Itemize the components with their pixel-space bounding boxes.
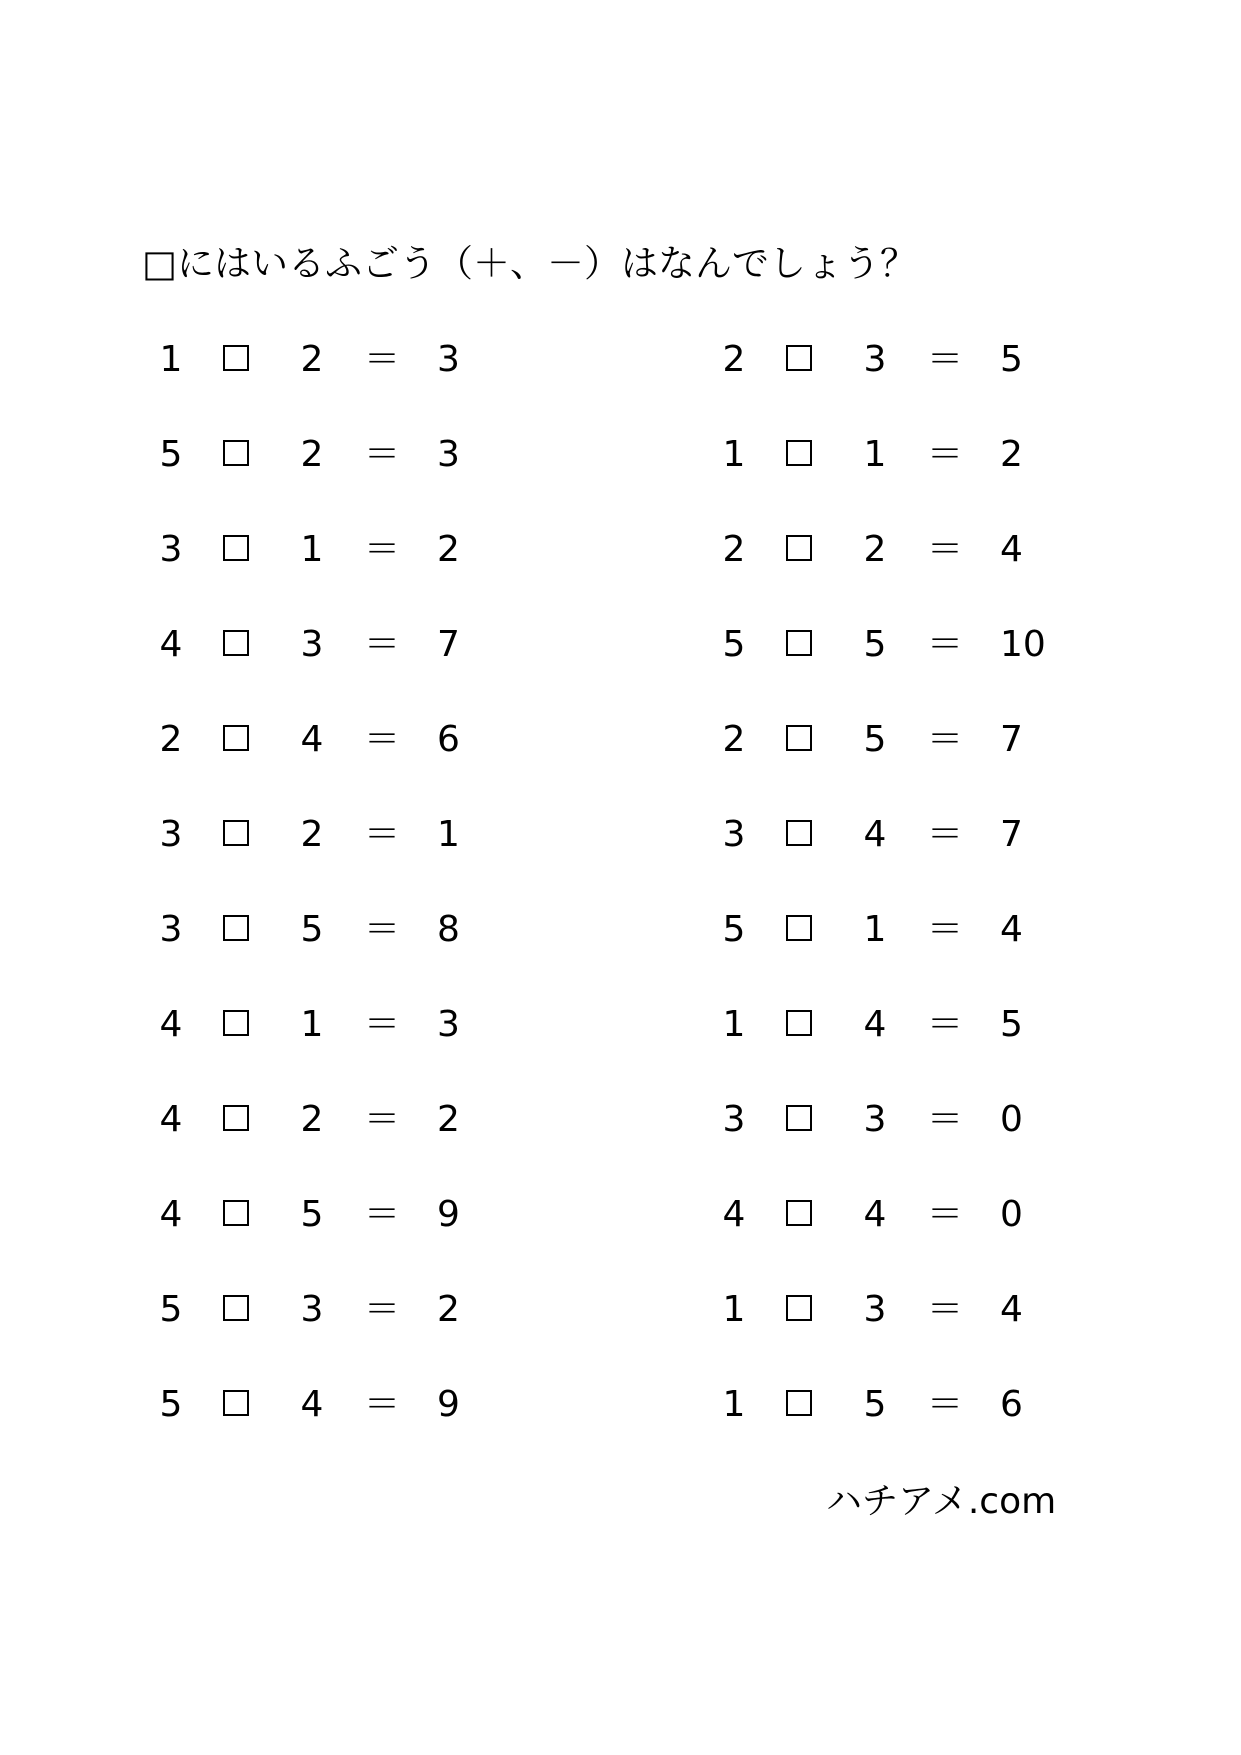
operator-answer-box[interactable] bbox=[223, 1010, 249, 1036]
equals-sign: ＝ bbox=[363, 1384, 400, 1425]
result-value: 6 bbox=[1000, 1384, 1023, 1425]
problem-row bbox=[705, 502, 1065, 597]
equals-sign: ＝ bbox=[363, 1099, 400, 1140]
result-value: 6 bbox=[437, 719, 460, 760]
first-operand: 2 bbox=[722, 339, 746, 380]
first-operand: 5 bbox=[159, 1384, 183, 1425]
result-value: 3 bbox=[437, 339, 460, 380]
result-value: 0 bbox=[1000, 1194, 1023, 1235]
operator-answer-box[interactable] bbox=[786, 820, 812, 846]
operator-answer-box[interactable] bbox=[223, 345, 249, 371]
second-operand: 4 bbox=[863, 1194, 887, 1235]
result-value: 1 bbox=[437, 814, 460, 855]
equals-sign: ＝ bbox=[926, 1384, 963, 1425]
equals-sign: ＝ bbox=[363, 1004, 400, 1045]
problem-row bbox=[142, 787, 502, 882]
first-operand: 4 bbox=[159, 1004, 183, 1045]
first-operand: 1 bbox=[722, 1384, 746, 1425]
second-operand: 2 bbox=[300, 1099, 324, 1140]
equals-sign: ＝ bbox=[363, 434, 400, 475]
result-value: 0 bbox=[1000, 1099, 1023, 1140]
second-operand: 4 bbox=[863, 1004, 887, 1045]
problem-row bbox=[705, 1357, 1065, 1452]
first-operand: 4 bbox=[722, 1194, 746, 1235]
result-value: 4 bbox=[1000, 909, 1023, 950]
first-operand: 5 bbox=[159, 434, 183, 475]
second-operand: 5 bbox=[863, 719, 887, 760]
result-value: 4 bbox=[1000, 1289, 1023, 1330]
first-operand: 5 bbox=[159, 1289, 183, 1330]
operator-answer-box[interactable] bbox=[223, 915, 249, 941]
second-operand: 1 bbox=[863, 909, 887, 950]
equals-sign: ＝ bbox=[926, 1194, 963, 1235]
site-footer: ハチアメ.com bbox=[826, 1481, 1057, 1522]
operator-answer-box[interactable] bbox=[223, 1295, 249, 1321]
problem-row bbox=[142, 692, 502, 787]
first-operand: 5 bbox=[722, 909, 746, 950]
operator-answer-box[interactable] bbox=[786, 1105, 812, 1131]
result-value: 5 bbox=[1000, 339, 1023, 380]
operator-answer-box[interactable] bbox=[786, 1200, 812, 1226]
first-operand: 3 bbox=[159, 814, 183, 855]
result-value: 2 bbox=[437, 1289, 460, 1330]
problem-row bbox=[705, 1167, 1065, 1262]
second-operand: 1 bbox=[863, 434, 887, 475]
equals-sign: ＝ bbox=[363, 909, 400, 950]
problem-row bbox=[142, 977, 502, 1072]
equals-sign: ＝ bbox=[926, 434, 963, 475]
operator-answer-box[interactable] bbox=[786, 725, 812, 751]
problem-row bbox=[705, 1072, 1065, 1167]
result-value: 3 bbox=[437, 434, 460, 475]
operator-answer-box[interactable] bbox=[786, 1010, 812, 1036]
equals-sign: ＝ bbox=[926, 1004, 963, 1045]
result-value: 5 bbox=[1000, 1004, 1023, 1045]
first-operand: 1 bbox=[722, 1004, 746, 1045]
operator-answer-box[interactable] bbox=[786, 345, 812, 371]
first-operand: 1 bbox=[159, 339, 183, 380]
second-operand: 1 bbox=[300, 1004, 324, 1045]
first-operand: 2 bbox=[159, 719, 183, 760]
result-value: 7 bbox=[1000, 719, 1023, 760]
operator-answer-box[interactable] bbox=[223, 1105, 249, 1131]
problem-row bbox=[142, 1357, 502, 1452]
second-operand: 3 bbox=[863, 1099, 887, 1140]
first-operand: 3 bbox=[159, 909, 183, 950]
problem-row bbox=[705, 312, 1065, 407]
result-value: 3 bbox=[437, 1004, 460, 1045]
result-value: 7 bbox=[1000, 814, 1023, 855]
second-operand: 5 bbox=[300, 1194, 324, 1235]
second-operand: 3 bbox=[863, 1289, 887, 1330]
first-operand: 5 bbox=[722, 624, 746, 665]
operator-answer-box[interactable] bbox=[223, 725, 249, 751]
problem-row bbox=[142, 1072, 502, 1167]
equals-sign: ＝ bbox=[363, 339, 400, 380]
problem-row bbox=[705, 1262, 1065, 1357]
equals-sign: ＝ bbox=[363, 814, 400, 855]
second-operand: 3 bbox=[300, 1289, 324, 1330]
equals-sign: ＝ bbox=[926, 814, 963, 855]
second-operand: 4 bbox=[863, 814, 887, 855]
first-operand: 4 bbox=[159, 1099, 183, 1140]
problem-row bbox=[705, 977, 1065, 1072]
operator-answer-box[interactable] bbox=[223, 1200, 249, 1226]
second-operand: 5 bbox=[863, 1384, 887, 1425]
operator-answer-box[interactable] bbox=[786, 440, 812, 466]
problem-row bbox=[142, 1262, 502, 1357]
second-operand: 2 bbox=[300, 814, 324, 855]
operator-answer-box[interactable] bbox=[786, 915, 812, 941]
first-operand: 1 bbox=[722, 434, 746, 475]
problem-row bbox=[142, 312, 502, 407]
first-operand: 3 bbox=[722, 814, 746, 855]
result-value: 8 bbox=[437, 909, 460, 950]
worksheet-title: □にはいるふごう（＋、－）はなんでしょう？ bbox=[142, 242, 917, 285]
second-operand: 1 bbox=[300, 529, 324, 570]
equals-sign: ＝ bbox=[363, 1194, 400, 1235]
result-value: 9 bbox=[437, 1194, 460, 1235]
equals-sign: ＝ bbox=[363, 719, 400, 760]
equals-sign: ＝ bbox=[926, 339, 963, 380]
equals-sign: ＝ bbox=[926, 624, 963, 665]
result-value: 4 bbox=[1000, 529, 1023, 570]
first-operand: 4 bbox=[159, 624, 183, 665]
first-operand: 3 bbox=[722, 1099, 746, 1140]
problem-row bbox=[142, 597, 502, 692]
first-operand: 2 bbox=[722, 529, 746, 570]
operator-answer-box[interactable] bbox=[786, 630, 812, 656]
result-value: 10 bbox=[1000, 624, 1046, 665]
operator-answer-box[interactable] bbox=[786, 1295, 812, 1321]
first-operand: 3 bbox=[159, 529, 183, 570]
problem-row bbox=[142, 502, 502, 597]
result-value: 2 bbox=[437, 529, 460, 570]
operator-answer-box[interactable] bbox=[223, 630, 249, 656]
second-operand: 4 bbox=[300, 1384, 324, 1425]
operator-answer-box[interactable] bbox=[223, 820, 249, 846]
second-operand: 2 bbox=[300, 434, 324, 475]
operator-answer-box[interactable] bbox=[786, 1390, 812, 1416]
equals-sign: ＝ bbox=[926, 719, 963, 760]
result-value: 2 bbox=[1000, 434, 1023, 475]
equals-sign: ＝ bbox=[926, 909, 963, 950]
problem-row bbox=[142, 407, 502, 502]
problem-row bbox=[142, 1167, 502, 1262]
problem-row bbox=[705, 407, 1065, 502]
operator-answer-box[interactable] bbox=[223, 535, 249, 561]
problem-row bbox=[142, 882, 502, 977]
equals-sign: ＝ bbox=[363, 1289, 400, 1330]
equals-sign: ＝ bbox=[363, 624, 400, 665]
problem-row bbox=[705, 787, 1065, 882]
equals-sign: ＝ bbox=[363, 529, 400, 570]
problem-row bbox=[705, 597, 1065, 692]
operator-answer-box[interactable] bbox=[223, 1390, 249, 1416]
result-value: 7 bbox=[437, 624, 460, 665]
problem-row bbox=[705, 692, 1065, 787]
equals-sign: ＝ bbox=[926, 1289, 963, 1330]
problem-column-right bbox=[705, 312, 1065, 1452]
result-value: 2 bbox=[437, 1099, 460, 1140]
equals-sign: ＝ bbox=[926, 529, 963, 570]
second-operand: 3 bbox=[300, 624, 324, 665]
second-operand: 3 bbox=[863, 339, 887, 380]
result-value: 9 bbox=[437, 1384, 460, 1425]
second-operand: 5 bbox=[300, 909, 324, 950]
operator-answer-box[interactable] bbox=[786, 535, 812, 561]
second-operand: 5 bbox=[863, 624, 887, 665]
first-operand: 2 bbox=[722, 719, 746, 760]
problem-column-left bbox=[142, 312, 502, 1452]
equals-sign: ＝ bbox=[926, 1099, 963, 1140]
first-operand: 4 bbox=[159, 1194, 183, 1235]
problem-row bbox=[705, 882, 1065, 977]
second-operand: 4 bbox=[300, 719, 324, 760]
second-operand: 2 bbox=[300, 339, 324, 380]
second-operand: 2 bbox=[863, 529, 887, 570]
first-operand: 1 bbox=[722, 1289, 746, 1330]
operator-answer-box[interactable] bbox=[223, 440, 249, 466]
